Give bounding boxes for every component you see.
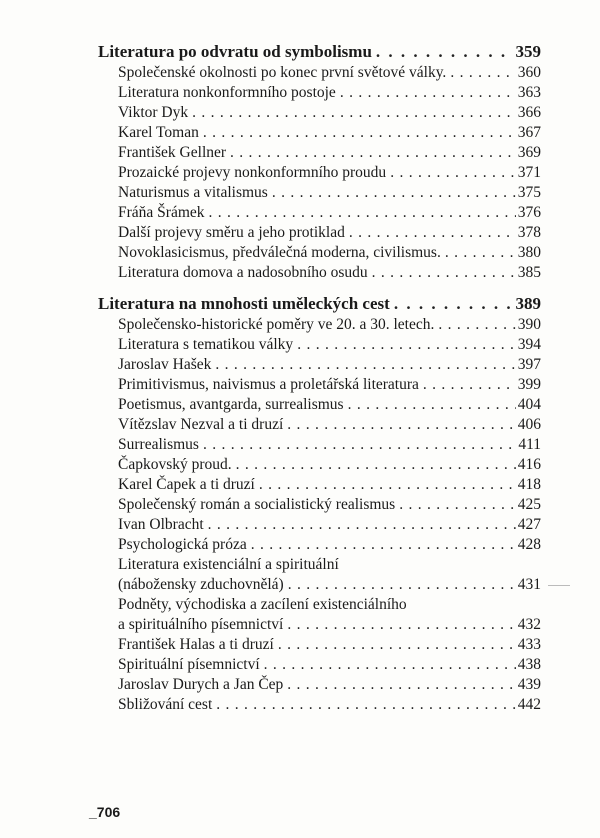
entry-title: Spirituální písemnictví — [118, 656, 260, 673]
toc-entry — [98, 535, 541, 555]
entry-title: Ivan Olbracht — [118, 516, 204, 533]
entry-page: 366 — [517, 104, 541, 121]
entry-title: František Gellner — [118, 144, 227, 161]
entry-title: Karel Toman — [118, 124, 199, 141]
entry-page: 367 — [517, 124, 541, 141]
toc-entry — [98, 263, 541, 283]
entry-page: 416 — [517, 456, 541, 473]
entry-title: (nábožensky zduchovnělá) — [118, 576, 284, 593]
toc-entry — [98, 455, 541, 475]
section-heading — [98, 41, 541, 63]
dot-leader — [212, 695, 515, 715]
toc-entry — [98, 335, 541, 355]
entry-page: 360 — [517, 64, 541, 81]
entry-title: Jaroslav Hašek — [118, 356, 212, 373]
toc-entry — [98, 435, 541, 455]
dot-leader — [226, 143, 516, 163]
entry-title: Surrealismus — [118, 436, 199, 453]
entry-title: Psychologická próza — [118, 536, 247, 553]
entry-page: 394 — [517, 336, 541, 353]
entry-page: 442 — [517, 696, 541, 713]
entry-title: Karel Čapek a ti druzí — [118, 476, 255, 493]
toc-entry — [98, 63, 541, 83]
toc-entry — [98, 183, 541, 203]
dot-leader — [284, 575, 516, 595]
toc-entry — [98, 695, 541, 715]
entry-page: 439 — [517, 676, 541, 693]
entry-page: 399 — [517, 376, 541, 393]
dot-leader — [372, 41, 514, 63]
entry-page: 385 — [517, 264, 541, 281]
entry-title: Primitivismus, naivismus a proletářská literatura — [118, 376, 419, 393]
entry-page: 378 — [517, 224, 541, 241]
entry-title: Poetismus, avantgarda, surrealismus — [118, 396, 344, 413]
entry-title: Novoklasicismus, předválečná moderna, civilismus. — [118, 244, 441, 261]
toc-section-1 — [98, 41, 541, 283]
dot-leader — [260, 655, 516, 675]
page-number: _706 — [89, 804, 121, 820]
entry-page: 438 — [517, 656, 541, 673]
dot-leader — [368, 263, 516, 283]
entry-title: a spirituálního písemnictví — [118, 616, 284, 633]
dot-leader — [205, 203, 516, 223]
toc-entry — [98, 103, 541, 123]
entry-page: 363 — [517, 84, 541, 101]
entry-title: Vítězslav Nezval a ti druzí — [118, 416, 284, 433]
entry-title: Prozaické projevy nonkonformního proudu — [118, 164, 387, 181]
entry-title: Naturismus a vitalismus — [118, 184, 268, 201]
section-heading — [98, 293, 541, 315]
dot-leader — [283, 615, 515, 635]
entry-page: 411 — [518, 436, 541, 453]
toc-entry — [98, 395, 541, 415]
dot-leader — [395, 495, 516, 515]
toc-entry — [98, 315, 541, 335]
entry-page: 380 — [517, 244, 541, 261]
toc-entry — [98, 143, 541, 163]
dot-leader — [199, 123, 516, 143]
entry-title: Literatura s tematikou války — [118, 336, 294, 353]
entry-page: 418 — [517, 476, 541, 493]
toc-entry — [98, 555, 541, 575]
entry-page: 397 — [517, 356, 541, 373]
toc-entry — [98, 123, 541, 143]
dot-leader — [255, 475, 516, 495]
dot-leader — [434, 315, 515, 335]
toc-entry-continued — [98, 575, 541, 595]
dot-leader — [211, 355, 515, 375]
entry-title: Podněty, východiska a zacílení existenciálního — [118, 596, 407, 613]
entry-title: Společensko-historické poměry ve 20. a 30. letech. — [118, 316, 435, 333]
toc-entry — [98, 475, 541, 495]
dot-leader — [188, 103, 516, 123]
entry-title: Literatura nonkonformního postoje — [118, 84, 336, 101]
dot-leader — [268, 183, 516, 203]
entry-title: Čapkovský proud. — [118, 456, 232, 473]
entry-title: Literatura po odvratu od symbolismu — [98, 42, 372, 61]
entry-page: 404 — [517, 396, 541, 413]
dot-leader — [345, 223, 516, 243]
dot-leader — [390, 293, 514, 315]
toc-entry — [98, 415, 541, 435]
dot-leader — [204, 515, 516, 535]
entry-page: 376 — [517, 204, 541, 221]
entry-title: Literatura na mnohosti uměleckých cest — [98, 294, 390, 313]
entry-title: Společenský román a socialistický realismus — [118, 496, 396, 513]
toc-entry — [98, 515, 541, 535]
dot-leader — [386, 163, 516, 183]
toc-entry — [98, 243, 541, 263]
entry-title: Literatura domova a nadosobního osudu — [118, 264, 368, 281]
entry-page: 390 — [517, 316, 541, 333]
entry-title: Společenské okolnosti po konec první světové války. — [118, 64, 447, 81]
entry-page: 425 — [517, 496, 541, 513]
entry-page: 432 — [517, 616, 541, 633]
entry-title: Literatura existenciální a spirituální — [118, 556, 339, 573]
entry-page: 389 — [515, 294, 541, 313]
entry-page: 375 — [517, 184, 541, 201]
entry-page: 406 — [517, 416, 541, 433]
toc-section-2 — [98, 293, 541, 715]
toc-entry — [98, 495, 541, 515]
dot-leader — [232, 455, 516, 475]
entry-title: Sbližování cest — [118, 696, 213, 713]
toc-entry — [98, 223, 541, 243]
entry-title: Jaroslav Durych a Jan Čep — [118, 676, 284, 693]
dot-leader — [441, 243, 516, 263]
entry-page: 427 — [517, 516, 541, 533]
toc-entry — [98, 675, 541, 695]
entry-title: Fráňa Šrámek — [118, 204, 205, 221]
dot-leader — [419, 375, 516, 395]
toc-entry — [98, 83, 541, 103]
entry-page: 359 — [515, 42, 541, 61]
toc-entry-continued — [98, 615, 541, 635]
dot-leader — [247, 535, 516, 555]
entry-title: Další projevy směru a jeho protiklad — [118, 224, 345, 241]
dot-leader — [283, 415, 515, 435]
entry-page: 369 — [517, 144, 541, 161]
toc-entry — [98, 635, 541, 655]
toc-entry — [98, 375, 541, 395]
entry-page: 431 — [517, 576, 541, 593]
toc-entry — [98, 595, 541, 615]
dot-leader — [274, 635, 516, 655]
dot-leader — [199, 435, 516, 455]
dot-leader — [344, 395, 516, 415]
toc-entry — [98, 355, 541, 375]
dot-leader — [336, 83, 516, 103]
dot-leader — [283, 675, 515, 695]
scan-mark — [548, 585, 570, 586]
toc-entry — [98, 163, 541, 183]
entry-page: 371 — [517, 164, 541, 181]
toc-entry — [98, 203, 541, 223]
dot-leader — [293, 335, 516, 355]
toc-entry — [98, 655, 541, 675]
entry-title: Viktor Dyk — [118, 104, 189, 121]
entry-title: František Halas a ti druzí — [118, 636, 274, 653]
entry-page: 433 — [517, 636, 541, 653]
entry-page: 428 — [517, 536, 541, 553]
dot-leader — [446, 63, 515, 83]
